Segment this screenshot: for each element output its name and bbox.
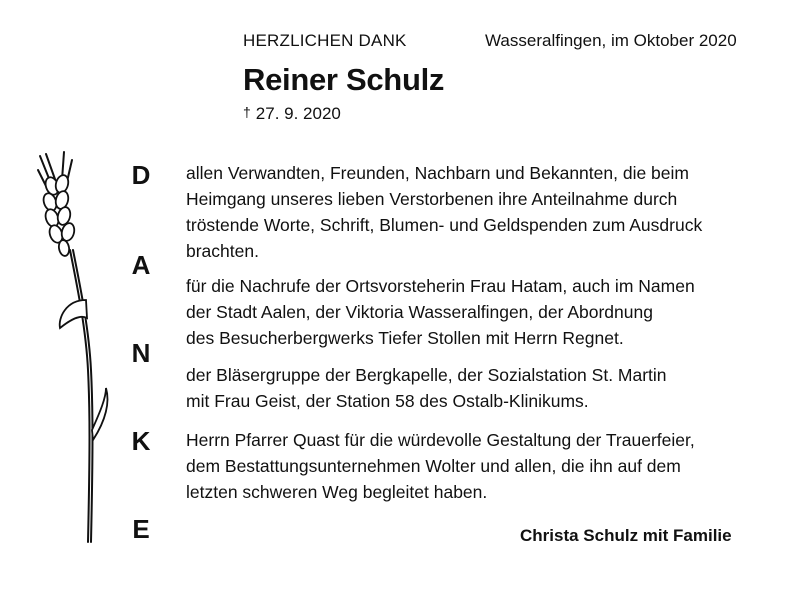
danke-letter-k: K [131,426,151,456]
text-line: Heimgang unseres lieben Verstorbenen ihre Anteilnahme durch [186,189,678,209]
thanks-paragraph-3 [186,362,761,414]
text-line: dem Bestattungsunternehmen Wolter und allen, die ihn auf dem [186,456,681,476]
text-line: brachten. [186,241,259,261]
header-place-date: Wasseralfingen, im Oktober 2020 [485,31,737,50]
text-line: allen Verwandten, Freunden, Nachbarn und Bekannten, die beim [186,163,689,183]
text-line: der Bläsergruppe der Bergkapelle, der Sozialstation St. Martin [186,365,667,385]
text-line: tröstende Worte, Schrift, Blumen- und Geldspenden zum Ausdruck [186,215,703,235]
text-line: der Stadt Aalen, der Viktoria Wasseralfingen, der Abordnung [186,302,653,322]
thanks-paragraph-1 [186,160,761,264]
thanks-paragraph-2 [186,273,761,351]
text-line: letzten schweren Weg begleitet haben. [186,482,488,502]
signature: Christa Schulz mit Familie [520,526,732,545]
danke-letter-e: E [132,514,150,544]
wheat-ear-icon [30,150,120,550]
danke-letter-d: D [131,160,151,190]
header-heading: HERZLICHEN DANK [243,31,407,50]
text-line: für die Nachrufe der Ortsvorsteherin Frau Hatam, auch im Namen [186,276,695,296]
danke-letter-a: A [131,250,151,280]
text-line: mit Frau Geist, der Station 58 des Ostalb-Klinikums. [186,391,589,411]
death-date: 27. 9. 2020 [255,104,341,123]
danke-letter-n: N [131,338,151,368]
cross-icon: † [243,104,251,120]
text-line: Herrn Pfarrer Quast für die würdevolle Gestaltung der Trauerfeier, [186,430,695,450]
deceased-name: Reiner Schulz [243,62,445,97]
text-line: des Besucherbergwerks Tiefer Stollen mit Herrn Regnet. [186,328,624,348]
death-date-line [243,104,341,124]
thanks-paragraph-4 [186,427,761,505]
